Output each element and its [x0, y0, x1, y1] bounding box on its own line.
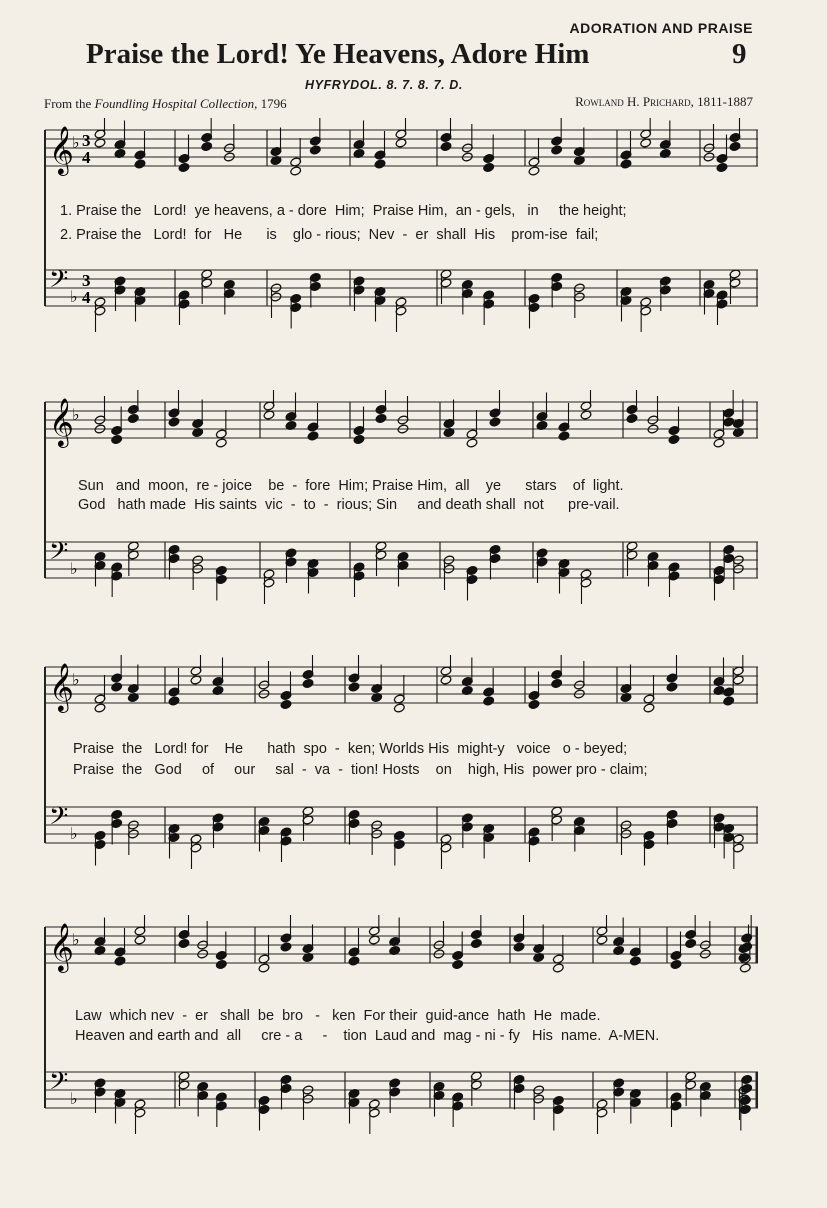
note-head	[551, 678, 563, 688]
note-head	[470, 938, 482, 948]
note-head	[452, 959, 464, 969]
note-head	[309, 145, 321, 155]
note-head	[348, 682, 360, 692]
note-head	[374, 159, 386, 169]
note-head	[201, 141, 213, 151]
lyric-verse-2: Heaven and earth and all cre - a - tion Laud and mag - ni - fy His name. A-MEN.	[75, 1028, 660, 1044]
note-head	[620, 159, 632, 169]
lyric-verse-1: 1. Praise the Lord! ye heavens, a - dore Him; Praise Him, an - gels, in the height;	[60, 203, 627, 219]
time-signature: 4	[82, 148, 91, 167]
note-head	[489, 417, 501, 427]
music-system-3	[40, 655, 758, 875]
note-head	[393, 703, 405, 713]
flat-icon: ♭	[72, 133, 80, 152]
note-head	[280, 942, 292, 952]
text-source	[44, 96, 287, 112]
source-prefix: From the	[44, 96, 95, 111]
lyric-verse-2: God hath made His saints vic - to - rious; Sin and death shall not pre-vail.	[78, 497, 620, 513]
tune-name: HYFRYDOL. 8. 7. 8. 7. D.	[305, 78, 463, 92]
flat-icon: ♭	[72, 670, 80, 689]
note-head	[258, 963, 270, 973]
note-head	[302, 678, 314, 688]
note-head	[483, 162, 495, 172]
note-head	[558, 431, 570, 441]
note-head	[280, 699, 292, 709]
time-signature: 4	[82, 288, 91, 307]
note-head	[290, 166, 302, 176]
note-head	[466, 438, 478, 448]
flat-icon: ♭	[70, 287, 78, 306]
note-head	[111, 682, 123, 692]
flat-icon: ♭	[72, 405, 80, 424]
note-head	[723, 417, 735, 427]
note-head	[513, 942, 525, 952]
note-head	[723, 696, 735, 706]
music-system-4	[40, 915, 758, 1140]
note-head	[168, 696, 180, 706]
flat-icon: ♭	[70, 824, 78, 843]
note-head	[215, 438, 227, 448]
note-head	[178, 162, 190, 172]
note-head	[713, 438, 725, 448]
note-head	[348, 956, 360, 966]
note-head	[670, 959, 682, 969]
flat-icon: ♭	[70, 559, 78, 578]
note-head	[551, 145, 563, 155]
note-head	[668, 434, 680, 444]
note-head	[215, 959, 227, 969]
note-head	[375, 413, 387, 423]
note-head	[178, 938, 190, 948]
flat-icon: ♭	[70, 1089, 78, 1108]
note-head	[716, 162, 728, 172]
note-head	[307, 431, 319, 441]
time-signature: 3	[82, 131, 91, 150]
treble-clef-icon: 𝄞	[49, 662, 74, 711]
lyric-verse-2: Praise the God of our sal - va - tion! Hosts on high, His power pro - claim;	[73, 762, 648, 778]
note-head	[528, 699, 540, 709]
composer-years: , 1811-1887	[690, 94, 753, 109]
note-head	[111, 434, 123, 444]
note-head	[666, 682, 678, 692]
note-head	[629, 956, 641, 966]
note-head	[685, 938, 697, 948]
bass-clef-icon: 𝄢	[49, 1067, 69, 1102]
bass-clef-icon: 𝄢	[49, 265, 69, 300]
note-head	[739, 963, 751, 973]
note-head	[353, 434, 365, 444]
note-head	[134, 159, 146, 169]
note-head	[729, 141, 741, 151]
note-head	[440, 141, 452, 151]
note-head	[626, 413, 638, 423]
lyric-verse-1: Sun and moon, re - joice be - fore Him; Praise Him, all ye stars of light.	[78, 478, 624, 494]
music-system-1	[40, 118, 758, 338]
lyric-verse-1: Law which nev - er shall be bro - ken For their guid-ance hath He made.	[75, 1008, 601, 1024]
note-head	[528, 166, 540, 176]
treble-clef-icon: 𝄞	[49, 397, 74, 446]
source-title: Foundling Hospital Collection	[94, 96, 255, 111]
treble-clef-icon: 𝄞	[49, 125, 74, 174]
music-system-2	[40, 390, 758, 610]
bass-clef-icon: 𝄢	[49, 802, 69, 837]
bass-clef-icon: 𝄢	[49, 537, 69, 572]
note-head	[94, 703, 106, 713]
time-signature: 3	[82, 271, 91, 290]
note-head	[483, 696, 495, 706]
flat-icon: ♭	[72, 930, 80, 949]
note-head	[114, 956, 126, 966]
hymn-number: 9	[732, 38, 747, 70]
note-head	[168, 417, 180, 427]
lyric-verse-2: 2. Praise the Lord! for He is glo - rious; Nev - er shall His prom-ise fail;	[60, 227, 599, 243]
source-year: , 1796	[254, 96, 287, 111]
composer-name: Rowland H. Prichard	[575, 94, 691, 109]
lyric-verse-1: Praise the Lord! for He hath spo - ken; Worlds His might-y voice o - beyed;	[73, 741, 628, 757]
section-label: ADORATION AND PRAISE	[569, 20, 753, 36]
note-head	[127, 413, 139, 423]
composer-credit	[575, 94, 753, 110]
note-head	[643, 703, 655, 713]
treble-clef-icon: 𝄞	[49, 922, 74, 971]
note-head	[552, 963, 564, 973]
hymn-title: Praise the Lord! Ye Heavens, Adore Him	[86, 38, 590, 70]
